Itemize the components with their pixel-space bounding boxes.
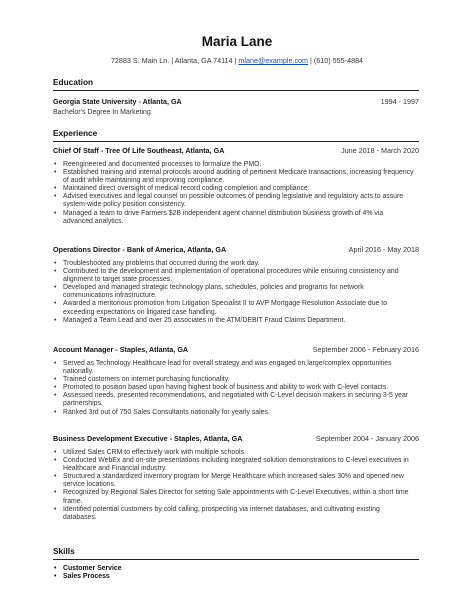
job-bullet: • Managed a team to drive Farmers $2B independent agent channel distribution business growth of 4% via advanced analytics. xyxy=(53,210,415,226)
contact-line xyxy=(0,56,474,65)
education-degree: Bachelor's Degree In Marketing xyxy=(53,109,151,116)
job-bullets xyxy=(53,449,415,522)
job-bullet: • Served as Technology Healthcare lead for overall strategy and was engaged on large/complex opportunities nationally. xyxy=(53,360,415,376)
job-bullet: • Promoted to position based upon having highest book of business and ability to work with C-level contacts. xyxy=(53,384,415,392)
job-title: Account Manager - Staples, Atlanta, GA xyxy=(53,345,189,354)
job-bullets xyxy=(53,161,415,226)
candidate-name: Maria Lane xyxy=(201,34,273,49)
skill-item: • Customer Service xyxy=(53,565,415,573)
job-bullet: • Reengineered and documented processes to formalize the PMO. xyxy=(53,161,415,169)
education-years: 1994 - 1997 xyxy=(380,97,419,106)
job-dates: September 2004 - January 2006 xyxy=(315,434,419,443)
contact-email-link[interactable]: mlane@example.com xyxy=(238,56,309,65)
job-bullet: • Contributed to the development and implementation of operational procedures while ensuring consistency and alignment to target state processes. xyxy=(53,268,415,284)
education-heading: Education xyxy=(53,77,94,87)
education-school: Georgia State University - Atlanta, GA xyxy=(53,97,182,106)
contact-address: 72883 S. Main Ln. | Atlanta, GA 74114 | xyxy=(110,56,239,65)
skills-heading: Skills xyxy=(53,546,75,556)
job-bullet: • Advised executives and legal counsel on possible outcomes of pending legislative and regulatory acts to assure system-wide policy position consistency. xyxy=(53,193,415,209)
job-header xyxy=(53,146,419,156)
job-bullet: • Troubleshooted any problems that occurred during the work day. xyxy=(53,260,415,268)
skills-divider xyxy=(53,559,419,560)
job-bullet: • Structured a standardized inventory program for Merge Healthcare which increased sales 30% and opened new service locations. xyxy=(53,473,415,489)
job-bullet: • Established training and internal protocols around auditing of pertinent Medicare transactions, increasing frequency of audit while maintaining and improving compliance. xyxy=(53,169,415,185)
job-bullet: • Identified potential customers by cold calling, prospecting via internet databases, and cultivating existing databases. xyxy=(53,506,415,522)
experience-heading: Experience xyxy=(53,128,98,138)
education-entry xyxy=(53,97,419,107)
job-title: Chief Of Staff - Tree Of Life Southeast, Atlanta, GA xyxy=(53,146,225,155)
job-header xyxy=(53,345,419,355)
job-bullet: • Recognized by Regional Sales Director for setting Sale appointments with C-Level Executives, within a short time frame. xyxy=(53,489,415,505)
job-bullet: • Awarded a meritorious promotion from Litigation Specialist II to AVP Mortgage Resolution Associate due to exceeding expectations on litigated case handling. xyxy=(53,300,415,316)
job-bullets xyxy=(53,260,415,325)
job-bullet: • Maintained direct oversight of medical record coding completion and compliance. xyxy=(53,185,415,193)
job-header xyxy=(53,434,419,444)
job-title: Operations Director - Bank of America, Atlanta, GA xyxy=(53,245,227,254)
job-bullet: • Conducted WebEx and on-site presentations including integrated solution demonstrations to C-level executives in Healthcare and Financial industry. xyxy=(53,457,415,473)
skills-list xyxy=(53,565,415,581)
job-dates: September 2006 - February 2016 xyxy=(312,345,419,354)
education-divider xyxy=(53,90,419,91)
job-bullets xyxy=(53,360,415,417)
job-dates: June 2018 - March 2020 xyxy=(341,146,419,155)
job-bullet: • Trained customers on internet purchasing functionality. xyxy=(53,376,415,384)
skill-item: • Sales Process xyxy=(53,573,415,581)
job-bullet: • Developed and managed strategic technology plans, schedules, policies and programs for network communications infrastructure. xyxy=(53,284,415,300)
job-bullet: • Utilized Sales CRM to effectively work with multiple schools. xyxy=(53,449,415,457)
job-bullet: • Managed a Team Lead and over 25 associates in the ATM/DEBIT Fraud Claims Department. xyxy=(53,317,415,325)
job-bullet: • Ranked 3rd out of 750 Sales Consultants nationally for yearly sales. xyxy=(53,409,415,417)
job-header xyxy=(53,245,419,255)
contact-phone: | (610) 555-4884 xyxy=(308,56,364,65)
job-dates: April 2016 - May 2018 xyxy=(348,245,419,254)
job-title: Business Development Executive - Staples, Atlanta, GA xyxy=(53,434,243,443)
job-bullet: • Assessed needs, presented recommendations, and negotiated with C-Level decision makers in securing 3-5 year partnerships. xyxy=(53,392,415,408)
experience-divider xyxy=(53,141,419,142)
